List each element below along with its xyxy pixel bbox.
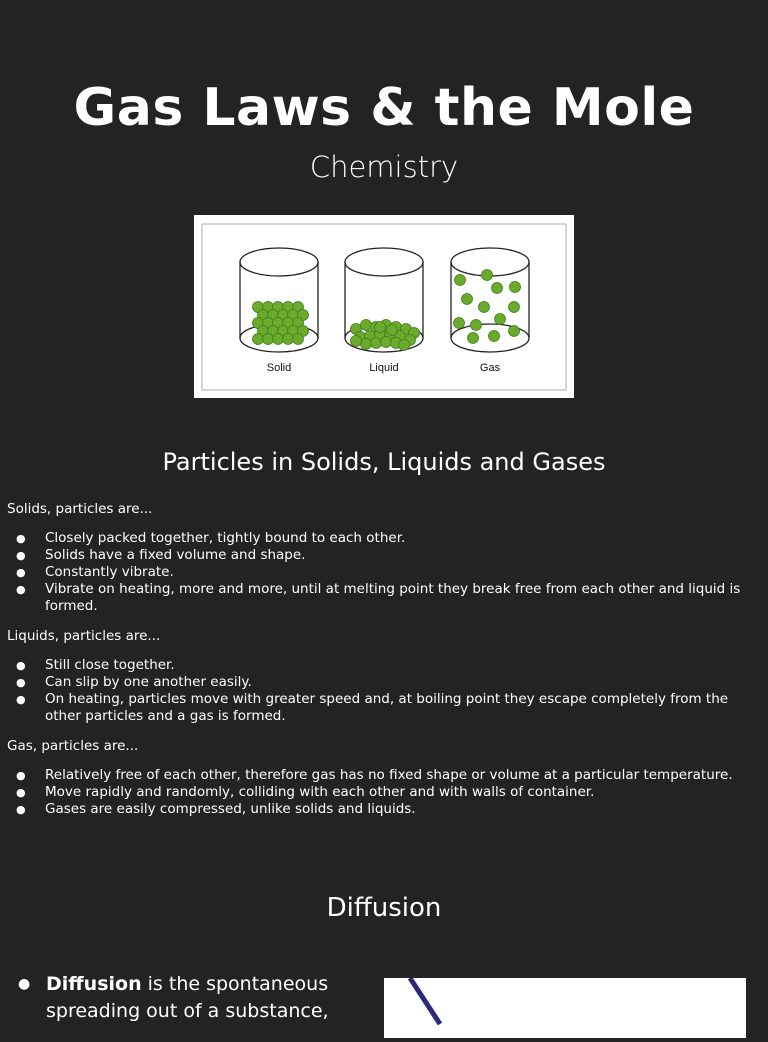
solid-particles — [253, 302, 309, 345]
list-item: ● Relatively free of each other, therefore gas has no fixed shape or volume at a particular temperature. — [7, 767, 757, 784]
particle — [283, 334, 294, 345]
particle — [381, 337, 392, 348]
particle — [495, 314, 506, 325]
particle — [361, 320, 372, 331]
particle — [492, 283, 503, 294]
particle — [387, 325, 398, 336]
liquids-intro: Liquids, particles are... — [7, 628, 161, 644]
diffusion-bullet — [18, 971, 348, 1025]
list-item: ● Still close together. — [7, 657, 757, 674]
particle — [468, 333, 479, 344]
section-heading-particles: Particles in Solids, Liquids and Gases — [162, 448, 606, 476]
list-item: ● Closely packed together, tightly bound to each other. — [7, 530, 757, 547]
particle — [509, 326, 520, 337]
list-item: ● Vibrate on heating, more and more, until at melting point they break free from each other and liquid is formed. — [7, 581, 757, 615]
particle — [510, 282, 521, 293]
gas-intro: Gas, particles are... — [7, 738, 139, 754]
solids-block — [7, 501, 757, 627]
label-liquid: Liquid — [369, 362, 399, 374]
particle — [489, 331, 500, 342]
diffusion-term: Diffusion — [46, 973, 142, 995]
liquid-particles — [351, 320, 420, 351]
page-subtitle: Chemistry — [309, 150, 459, 184]
particle — [454, 318, 465, 329]
particle — [263, 334, 274, 345]
particle — [479, 302, 490, 313]
particle — [371, 338, 382, 349]
list-item: ● Constantly vibrate. — [7, 564, 757, 581]
diffusion-figure — [384, 978, 746, 1038]
list-item: ● Gases are easily compressed, unlike solids and liquids. — [7, 801, 757, 818]
particle — [253, 334, 264, 345]
page-title: Gas Laws & the Mole — [73, 78, 695, 138]
particle — [455, 275, 466, 286]
list-item: ● Can slip by one another easily. — [7, 674, 757, 691]
label-gas: Gas — [479, 362, 501, 374]
solids-intro: Solids, particles are... — [7, 501, 153, 517]
particle — [471, 320, 482, 331]
particle — [375, 322, 386, 333]
liquids-list — [7, 657, 757, 725]
gas-block — [7, 738, 757, 830]
particle — [509, 302, 520, 313]
particle — [399, 340, 410, 351]
diffusion-definition: is the spontaneous spreading out of a substance, — [46, 973, 329, 1022]
particle — [293, 334, 304, 345]
gas-list — [7, 767, 757, 818]
particle — [361, 339, 372, 350]
particle — [482, 270, 493, 281]
list-item: ● Move rapidly and randomly, colliding with each other and with walls of container. — [7, 784, 757, 801]
states-of-matter-figure — [194, 215, 574, 398]
label-solid: Solid — [266, 362, 292, 374]
particle — [273, 334, 284, 345]
liquids-block — [7, 628, 757, 737]
particle — [462, 294, 473, 305]
bullet-icon: ● — [18, 976, 31, 992]
particle — [351, 336, 362, 347]
solids-list — [7, 530, 757, 615]
list-item: ● Solids have a fixed volume and shape. — [7, 547, 757, 564]
list-item: ● On heating, particles move with greater speed and, at boiling point they escape completely from the other particles and a gas is formed. — [7, 691, 757, 725]
section-heading-diffusion: Diffusion — [326, 893, 442, 923]
